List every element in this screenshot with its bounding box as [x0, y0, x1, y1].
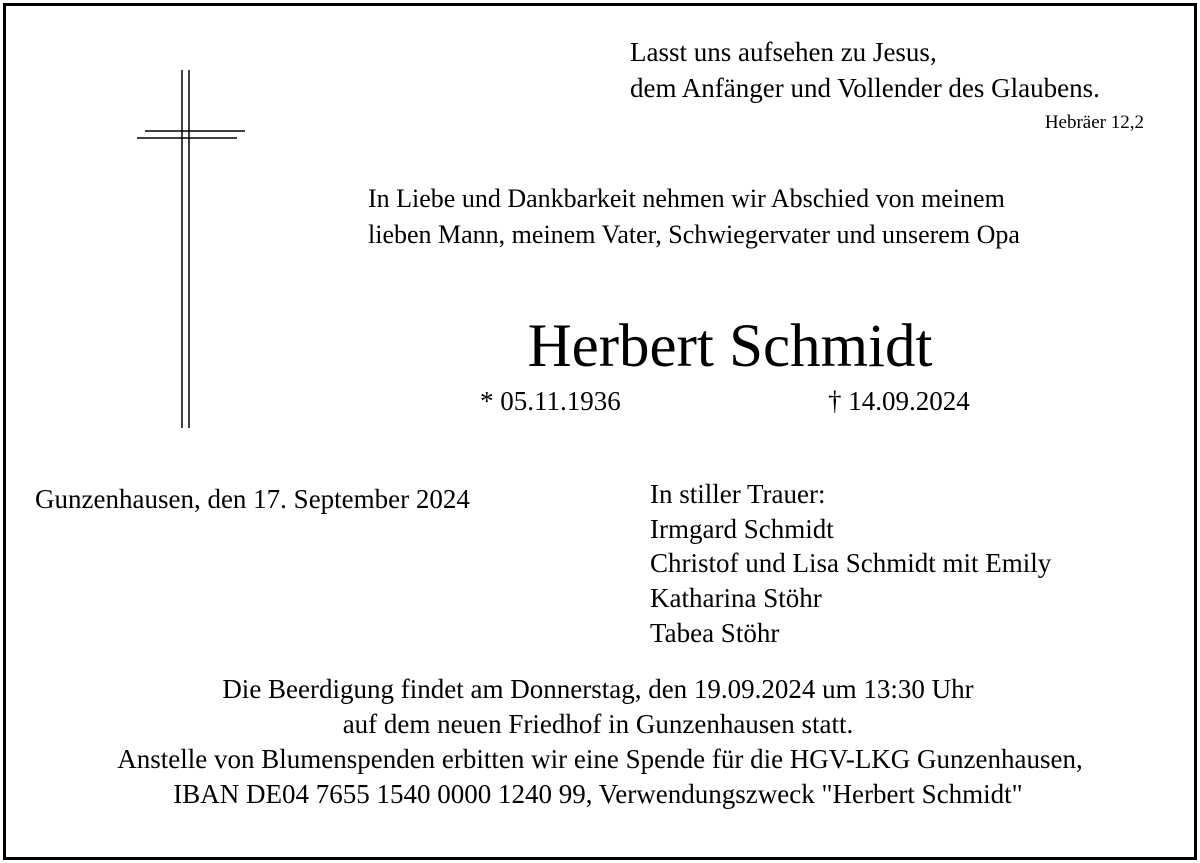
mourner-name: Katharina Stöhr	[650, 583, 822, 613]
mourners-heading: In stiller Trauer:	[650, 479, 826, 509]
intro-line-2: lieben Mann, meinem Vater, Schwiegervater und unserem Opa	[368, 220, 1020, 249]
birth-date: * 05.11.1936	[480, 386, 621, 416]
deceased-name: Herbert Schmidt	[527, 313, 933, 380]
mourner-name: Irmgard Schmidt	[650, 514, 834, 544]
intro-line-1: In Liebe und Dankbarkeit nehmen wir Abschied von meinem	[368, 184, 1005, 213]
mourner-name: Christof und Lisa Schmidt mit Emily	[650, 548, 1052, 578]
place-date: Gunzenhausen, den 17. September 2024	[35, 484, 470, 514]
verse-line-2: dem Anfänger und Vollender des Glaubens.	[630, 73, 1100, 103]
donation-info-line-1: Anstelle von Blumenspenden erbitten wir eine Spende für die HGV-LKG Gunzenhausen,	[117, 744, 1083, 774]
mourner-name: Tabea Stöhr	[650, 618, 780, 648]
verse-line-1: Lasst uns aufsehen zu Jesus,	[630, 37, 937, 67]
donation-info-line-2: IBAN DE04 7655 1540 0000 1240 99, Verwendungszweck "Herbert Schmidt"	[173, 779, 1023, 809]
funeral-info-line-1: Die Beerdigung findet am Donnerstag, den 19.09.2024 um 13:30 Uhr	[222, 674, 974, 704]
verse-reference: Hebräer 12,2	[1044, 112, 1144, 133]
funeral-info-line-2: auf dem neuen Friedhof in Gunzenhausen statt.	[342, 709, 854, 739]
death-date: † 14.09.2024	[828, 386, 970, 416]
